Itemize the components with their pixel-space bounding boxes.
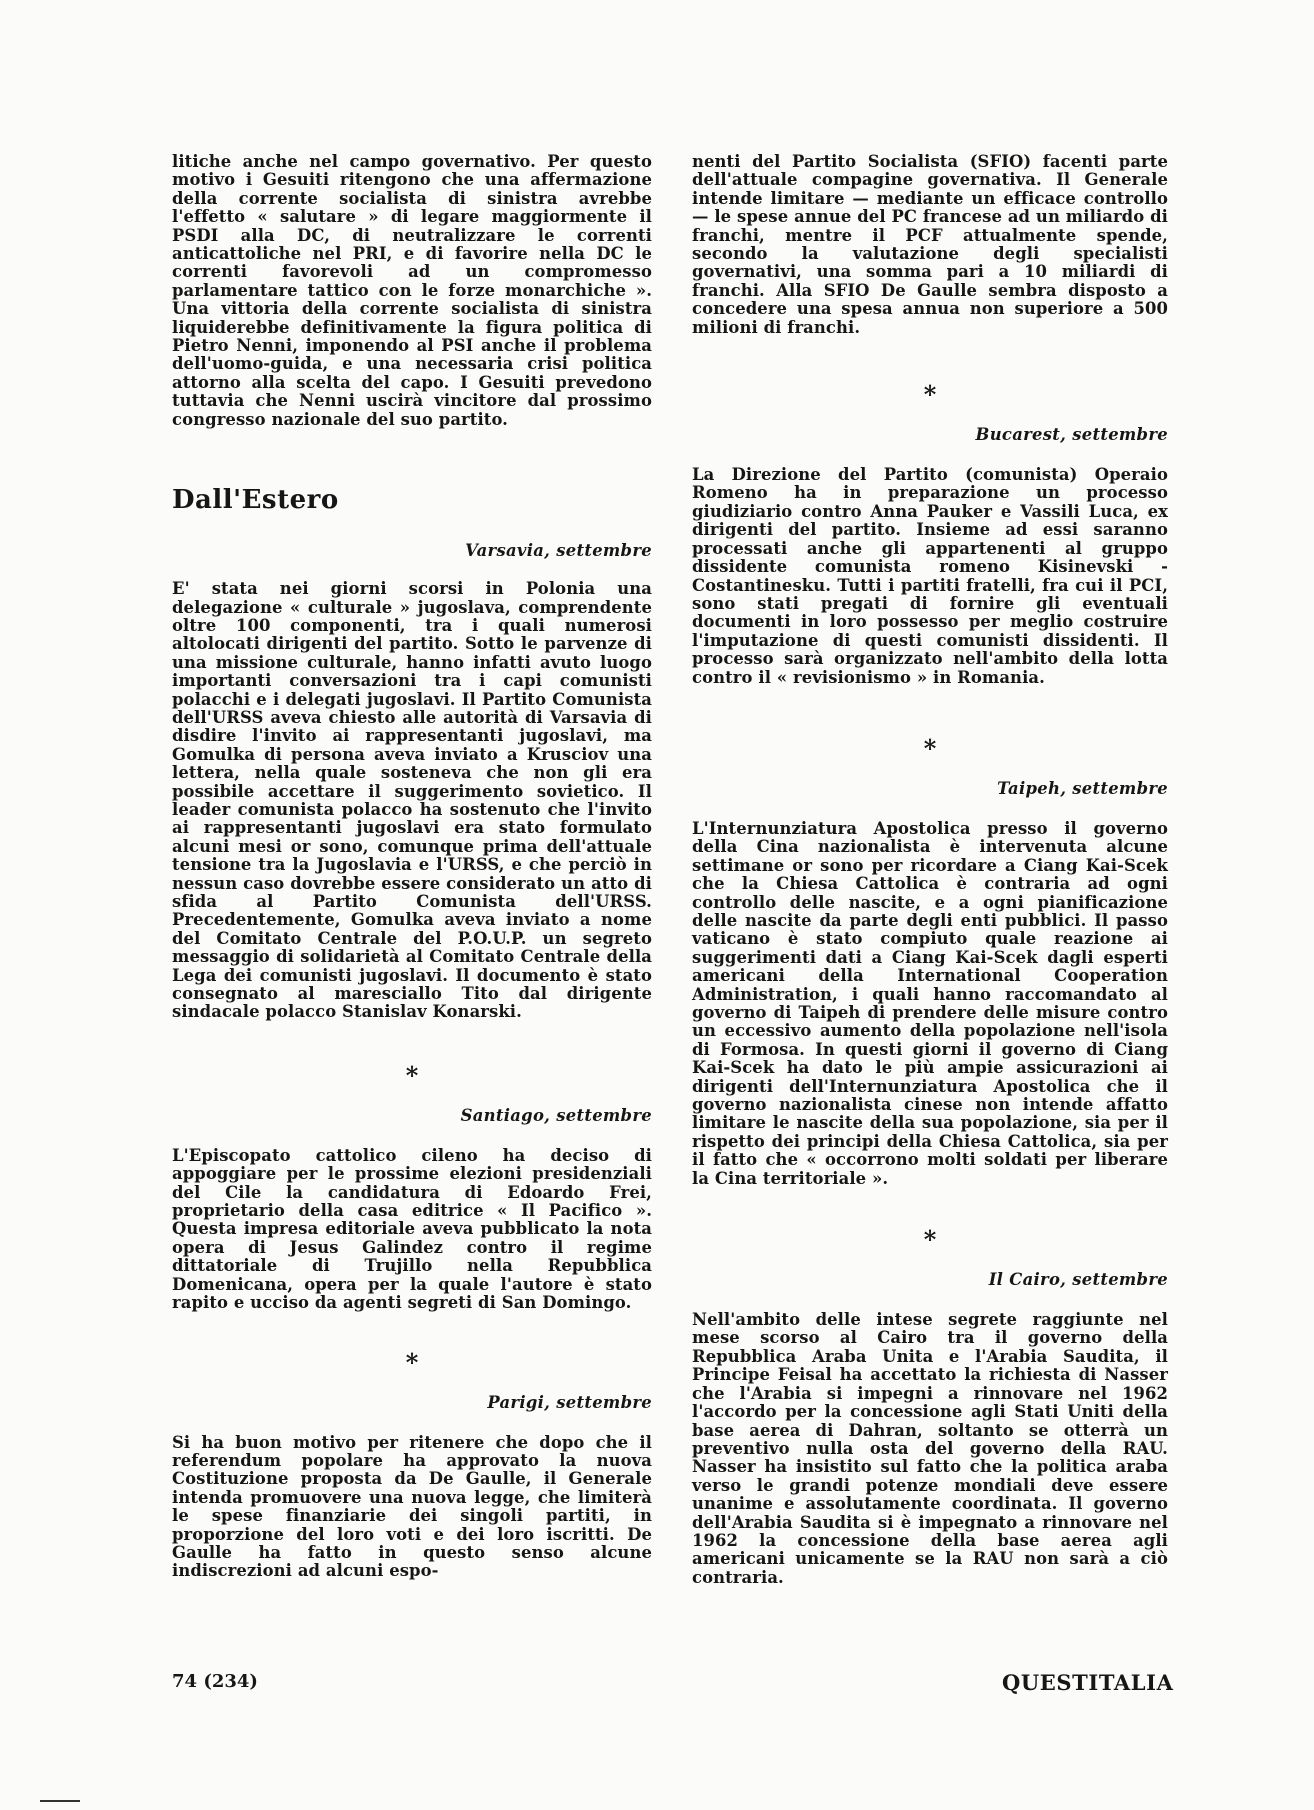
article-cairo: Nell'ambito delle intese segrete raggiunte nel mese scorso al Cairo tra il governo della Repubblica Araba Unita e l'Arabia Saudita, il Principe Feisal ha accettato la richiesta di Nasser che l'Arabia si impegni a rinnovare nel 1962 l'accordo per la concessione agli Stati Uniti della base aerea di Dahran, soltanto se otterrà un preventivo nulla osta del governo della RAU. Nasser ha insistito sul fatto che la politica araba verso le grandi potenze mondiali deve essere unanime e assolutamente coordinata. Il governo dell'Arabia Saudita si è impegnato a rinnovare nel 1962 la concessione della base aerea agli americani unicamente se la RAU non sarà a ciò contraria. bbox=[692, 1310, 1168, 1587]
dateline-taipeh: Taipeh, settembre bbox=[997, 778, 1168, 798]
continued-paragraph: litiche anche nel campo governativo. Per questo motivo i Gesuiti ritengono che una affermazione della corrente socialista di sinistra avrebbe l'effetto « salutare » di legare maggiormente il PSDI alla DC, di neutralizzare le correnti anticattoliche nel PRI, e di favorire nella DC le correnti favorevoli ad un compromesso parlamentare tattico con le forze monarchiche ». Una vittoria della corrente socialista di sinistra liquiderebbe definitivamente la figura politica di Pietro Nenni, imponendo al PSI anche il problema dell'uomo-guida, e una necessaria crisi politica attorno alla scelta del capo. I Gesuiti prevedono tuttavia che Nenni uscirà vincitore dal prossimo congresso nazionale del suo partito. bbox=[172, 152, 652, 429]
dateline-varsavia: Varsavia, settembre bbox=[465, 541, 652, 561]
journal-name: QUESTITALIA bbox=[1002, 1670, 1174, 1695]
article-taipeh: L'Internunziatura Apostolica presso il governo della Cina nazionalista è intervenuta alcune settimane or sono per ricordare a Ciang Kai-Scek che la Chiesa Cattolica è contraria ad ogni controllo delle nascite, e a ogni pianificazione delle nascite da parte degli enti pubblici. Il passo vaticano è stato compiuto quale reazione ai suggerimenti dati a Ciang Kai-Scek dagli esperti americani della International Cooperation Administration, i quali hanno raccomandato al governo di Taipeh di prendere delle misure contro un eccessivo aumento della popolazione nell'isola di Formosa. In questi giorni il governo di Ciang Kai-Scek ha dato le più ampie assicurazioni ai dirigenti dell'Internunziatura Apostolica che il governo nazionalista cinese non intende affatto limitare le nascite della sua popolazione, sia per il rispetto dei principi della Chiesa Cattolica, sia per il fatto che « occorrono molti soldati per liberare la Cina territoriale ». bbox=[692, 818, 1168, 1188]
section-title: Dall'Estero bbox=[172, 485, 339, 516]
dateline-cairo: Il Cairo, settembre bbox=[988, 1270, 1168, 1290]
dateline-parigi: Parigi, settembre bbox=[487, 1392, 652, 1412]
separator-star-icon: * bbox=[405, 1347, 419, 1377]
article-santiago: L'Episcopato cattolico cileno ha deciso di appoggiare per le prossime elezioni presidenziali del Cile la candidatura di Edoardo Frei, proprietario della casa editrice « Il Pacifico ». Questa impresa editoriale aveva pubblicato la nota opera di Jesus Galindez contro il regime dittatoriale di Trujillo nella Repubblica Domenicana, opera per la quale l'autore è stato rapito e ucciso da agenti segreti di San Domingo. bbox=[172, 1145, 652, 1313]
dateline-santiago: Santiago, settembre bbox=[460, 1105, 652, 1125]
continued-paragraph: nenti del Partito Socialista (SFIO) facenti parte dell'attuale compagine governativa. Il Generale intende limitare — mediante un efficace controllo — le spese annue del PC francese ad un miliardo di franchi, mentre il PCF attualmente spende, secondo la valutazione degli specialisti governativi, una somma pari a 10 miliardi di franchi. Alla SFIO De Gaulle sembra disposto a concedere una spesa annua non superiore a 500 milioni di franchi. bbox=[692, 152, 1168, 337]
page-number: 74 (234) bbox=[172, 1671, 258, 1692]
separator-star-icon: * bbox=[405, 1060, 419, 1090]
article-parigi: Si ha buon motivo per ritenere che dopo che il referendum popolare ha approvato la nuova Costituzione proposta da De Gaulle, il Generale intenda promuovere una nuova legge, che limiterà le spese finanziarie dei singoli partiti, in proporzione del loro voti e dei loro iscritti. De Gaulle ha fatto in questo senso alcune indiscrezioni ad alcuni espo- bbox=[172, 1432, 652, 1581]
left-column bbox=[172, 153, 652, 1581]
separator-star-icon: * bbox=[923, 733, 937, 763]
article-varsavia: E' stata nei giorni scorsi in Polonia una delegazione « culturale » jugoslava, comprendente oltre 100 componenti, tra i quali numerosi altolocati dirigenti del partito. Sotto le parvenze di una missione culturale, hanno infatti avuto luogo importanti conversazioni tra i capi comunisti polacchi e i delegati jugoslavi. Il Partito Comunista dell'URSS aveva chiesto alle autorità di Varsavia di disdire l'invito ai rappresentanti jugoslavi, ma Gomulka di persona aveva inviato a Krusciov una lettera, nella quale sosteneva che non gli era possibile accettare il suggerimento sovietico. Il leader comunista polacco ha sostenuto che l'invito ai rappresentanti jugoslavi era stato formulato alcuni mesi or sono, comunque prima dell'attuale tensione tra la Jugoslavia e l'URSS, e che perciò in nessun caso dovrebbe essere considerato un atto di sfida al Partito Comunista dell'URSS. Precedentemente, Gomulka aveva inviato a nome del Comitato Centrale del P.O.U.P. un segreto messaggio di solidarietà al Comitato Centrale della Lega dei comunisti jugoslavi. Il documento è stato consegnato al maresciallo Tito dal dirigente sindacale polacco Stanislav Konarski. bbox=[172, 579, 652, 1022]
right-column bbox=[692, 153, 1168, 1587]
separator-star-icon: * bbox=[923, 1225, 937, 1255]
bottom-rule bbox=[40, 1800, 80, 1802]
separator-star-icon: * bbox=[923, 380, 937, 410]
article-bucarest: La Direzione del Partito (comunista) Operaio Romeno ha in preparazione un processo giudiziario contro Anna Pauker e Vassili Luca, ex dirigenti del partito. Insieme ad essi saranno processati anche gli appartenenti al gruppo dissidente comunista romeno Kisinevski - Costantinesku. Tutti i partiti fratelli, fra cui il PCI, sono stati pregati di fornire gli eventuali documenti in loro possesso per meglio costruire l'imputazione di questi comunisti dissidenti. Il processo sarà organizzato nell'ambito della lotta contro il « revisionismo » in Romania. bbox=[692, 465, 1168, 687]
dateline-bucarest: Bucarest, settembre bbox=[975, 425, 1168, 445]
